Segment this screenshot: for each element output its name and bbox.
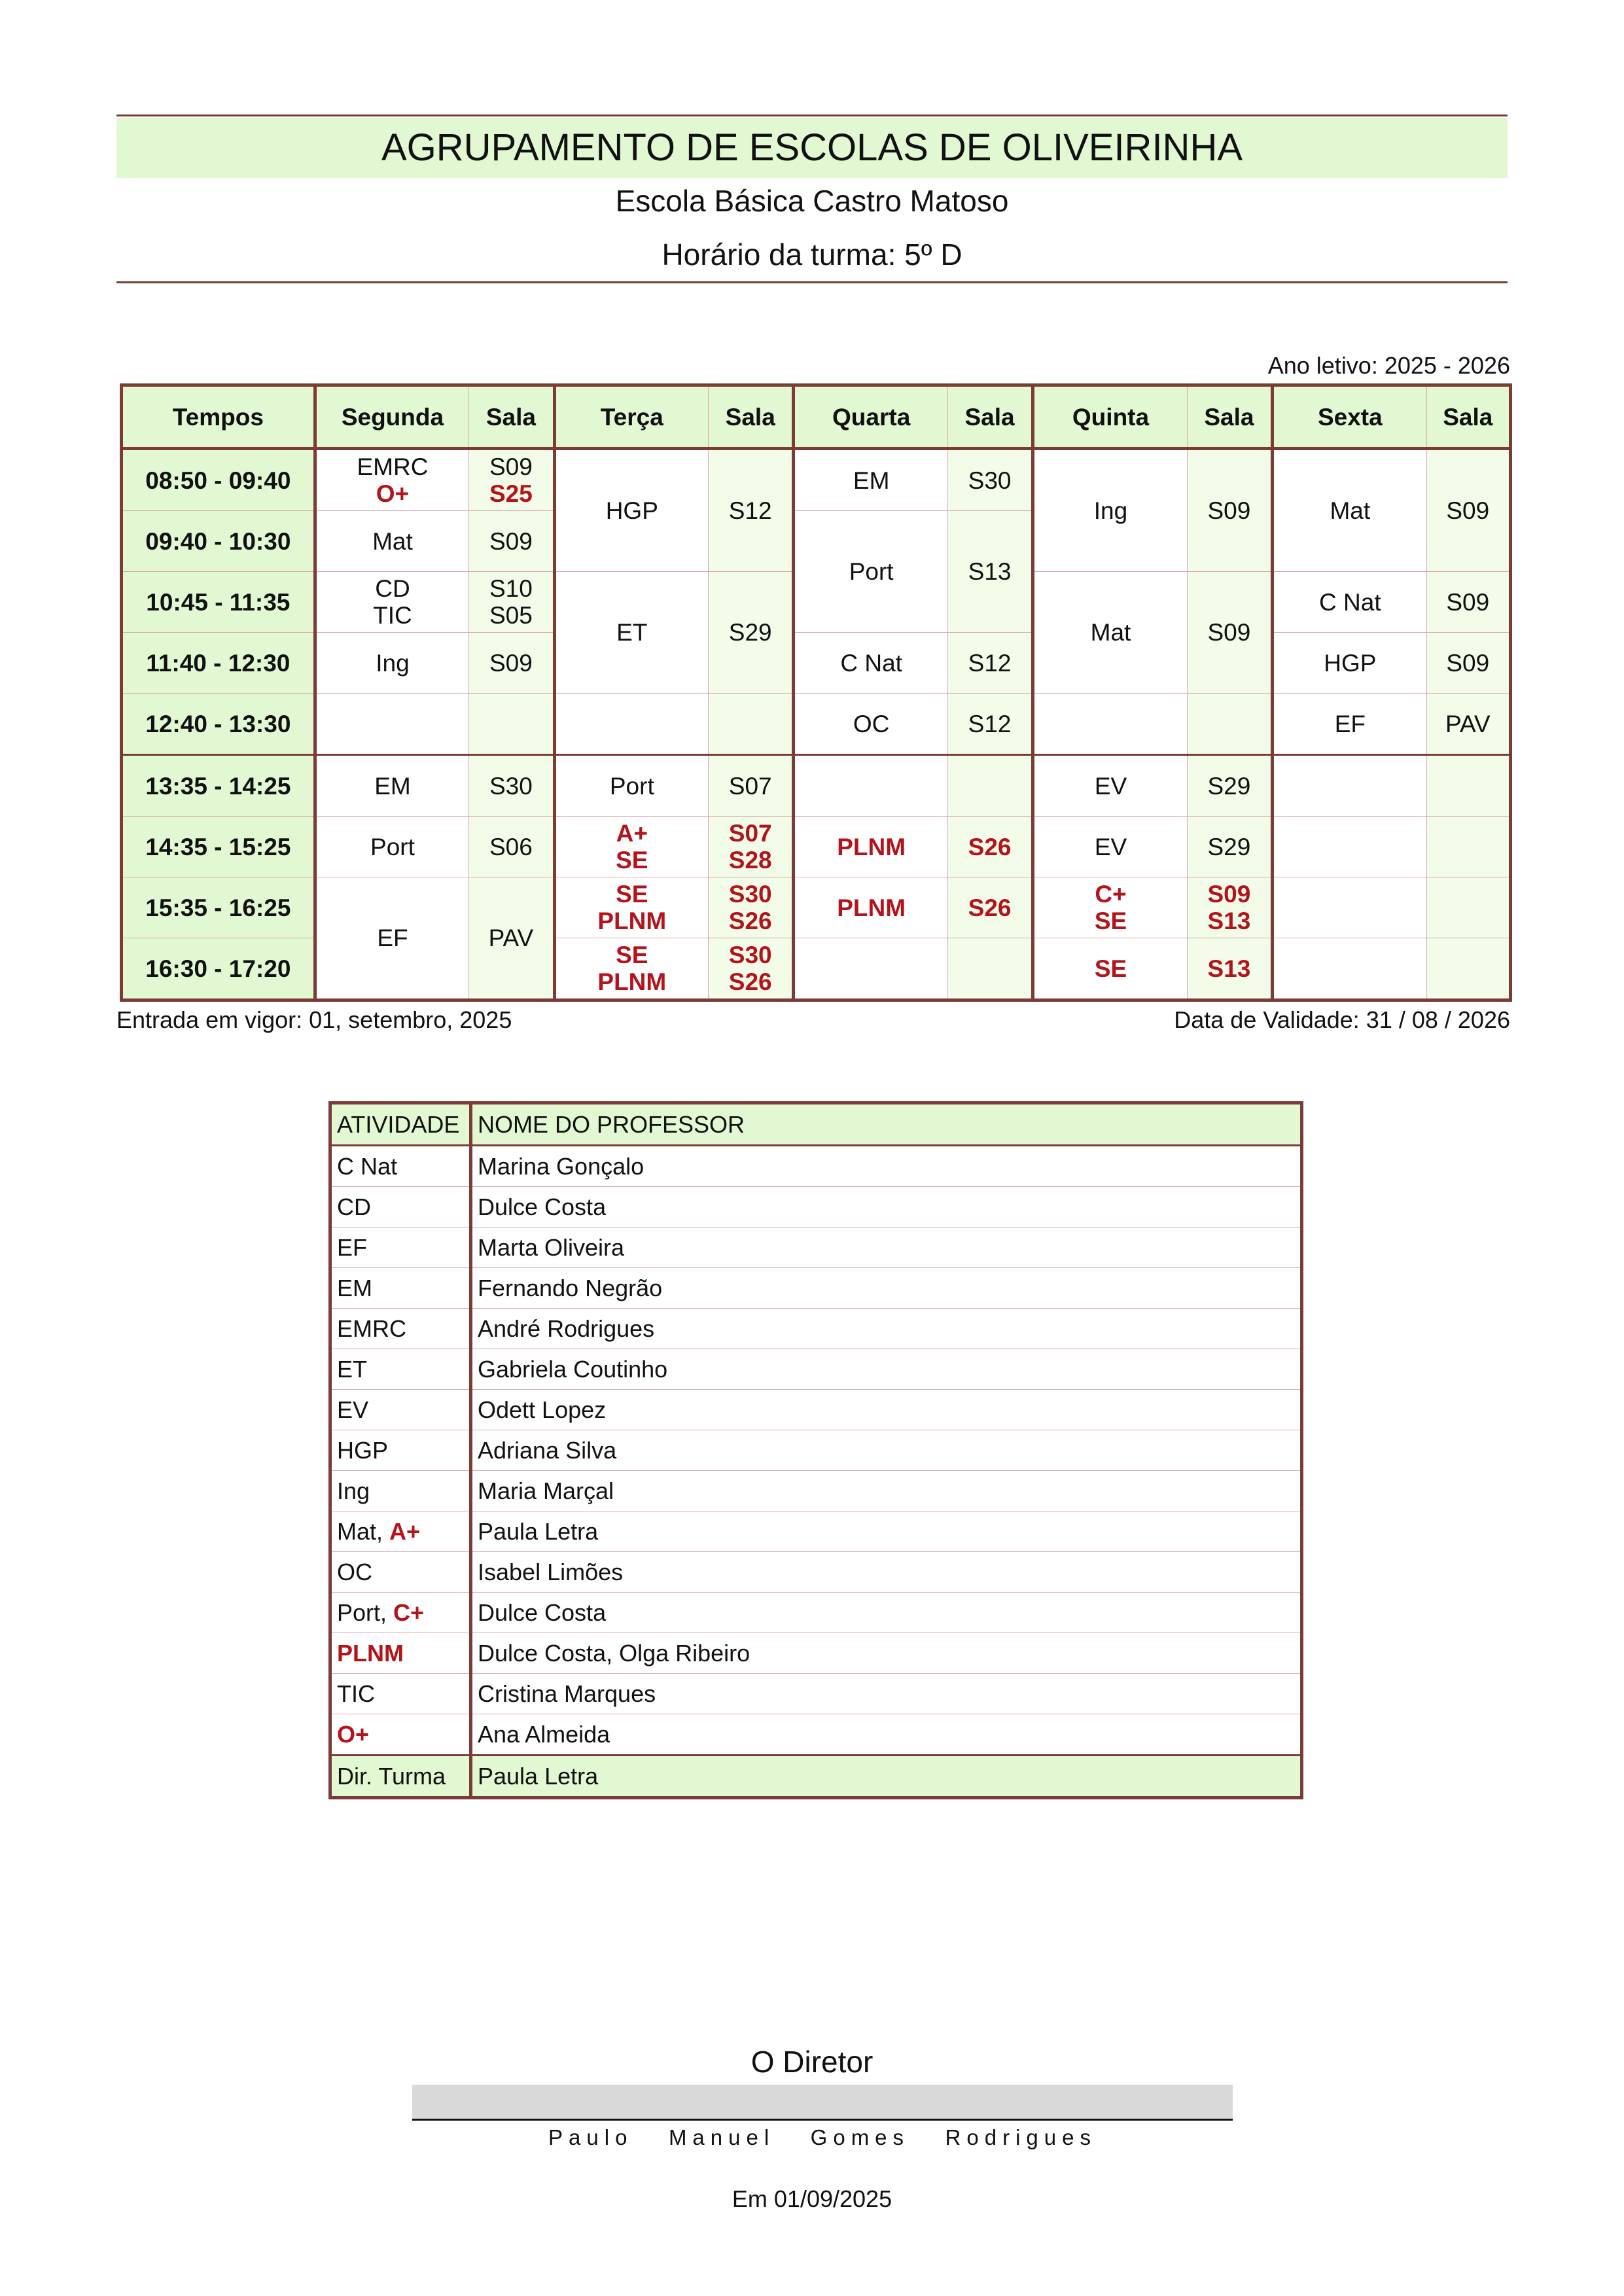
col-header-sala: Sala [709,385,794,449]
activity-cell [330,1146,471,1187]
class-cell: PLNM [794,877,948,938]
room: S10 [489,575,533,602]
class-cell: C Nat [794,633,948,694]
schedule-row [122,877,1511,938]
room: S26 [728,968,772,995]
class-cell [1033,694,1188,755]
activity-cell [330,1187,471,1227]
director-title: O Diretor [750,2045,874,2079]
subject: SE [616,847,648,874]
teacher-name: Adriana Silva [471,1430,1302,1471]
col-header-teacher: NOME DO PROFESSOR [471,1103,1302,1146]
col-header-sala: Sala [947,385,1033,449]
room-cell: S13 [1187,938,1272,1000]
activity-name: Ing [337,1477,370,1504]
signature-line [412,2119,1233,2121]
room-cell: S26 [947,877,1033,938]
teacher-name: Dulce Costa [471,1593,1302,1633]
room-cell [1187,877,1272,938]
room: S07 [728,820,772,847]
class-cell: SE [1033,938,1188,1000]
teacher-row [330,1674,1302,1714]
room-cell: S09 [469,633,554,694]
col-header-sala: Sala [1426,385,1510,449]
teacher-name: Ana Almeida [471,1714,1302,1756]
signature-date: Em 01/09/2025 [732,2185,892,2212]
time-slot: 09:40 - 10:30 [122,511,315,572]
room-cell [947,938,1033,1000]
teacher-name: Dulce Costa, Olga Ribeiro [471,1633,1302,1674]
schedule-row [122,755,1511,817]
teacher-name: Marina Gonçalo [471,1146,1302,1187]
school-year: Ano letivo: 2025 - 2026 [1267,352,1510,379]
class-director-label: Dir. Turma [330,1756,471,1798]
subject: PLNM [597,908,667,934]
teacher-name: Paula Letra [471,1511,1302,1552]
class-cell: Mat [315,511,469,572]
teacher-row [330,1593,1302,1633]
subject: C+ [1095,881,1127,908]
class-cell: Port [794,511,948,633]
class-cell [315,572,469,633]
schedule-row [122,633,1511,694]
room-cell [469,449,554,511]
class-cell [554,817,709,877]
activity-name: CD [337,1193,371,1220]
room-cell [709,694,794,755]
time-slot: 11:40 - 12:30 [122,633,315,694]
room-cell: S09 [1426,449,1510,572]
time-slot: 16:30 - 17:20 [122,938,315,1000]
activity-cell [330,1633,471,1674]
class-cell: EV [1033,817,1188,877]
activity-name: C Nat [337,1152,398,1180]
time-slot: 13:35 - 14:25 [122,755,315,817]
class-cell: Port [315,817,469,877]
activity-cell [330,1471,471,1511]
room-cell [469,694,554,755]
activity-support: A+ [389,1517,421,1545]
class-cell [1273,877,1427,938]
teacher-name: Cristina Marques [471,1674,1302,1714]
teacher-name: Dulce Costa [471,1187,1302,1227]
room-cell: S26 [947,817,1033,877]
activity-name: Port, [337,1598,394,1626]
class-cell: HGP [1273,633,1427,694]
class-cell [554,694,709,755]
activity-cell [330,1674,471,1714]
room: S05 [489,602,533,629]
col-header-sala: Sala [1187,385,1272,449]
activity-support: C+ [393,1598,425,1626]
room-cell: PAV [1426,694,1510,755]
room-cell: S09 [1187,572,1272,694]
class-cell [794,755,948,817]
teachers-header-row [330,1103,1302,1146]
teachers-body [330,1146,1302,1756]
class-cell: EM [315,755,469,817]
activity-name: TIC [337,1680,375,1707]
class-cell: Ing [315,633,469,694]
teacher-row [330,1187,1302,1227]
col-header-quarta: Quarta [794,385,948,449]
activity-support: PLNM [337,1639,404,1667]
room-cell: S09 [1187,449,1272,572]
col-header-segunda: Segunda [315,385,469,449]
header-top-rule [116,115,1508,116]
room-cell: S30 [469,755,554,817]
room-cell: PAV [469,877,554,1000]
activity-name: EMRC [337,1315,406,1342]
room-cell: S09 [469,511,554,572]
schedule-row [122,817,1511,877]
room-cell [709,938,794,1000]
room-cell: S13 [947,511,1033,633]
class-cell: EF [315,877,469,1000]
school-group-title: AGRUPAMENTO DE ESCOLAS DE OLIVEIRINHA [116,118,1508,178]
signature-field [412,2085,1233,2119]
class-cell: EM [794,449,948,511]
activity-cell [330,1430,471,1471]
subject: CD [375,575,410,602]
teacher-name: Marta Oliveira [471,1227,1302,1268]
class-cell [315,694,469,755]
room-support: S25 [489,480,533,507]
room: S13 [1207,908,1251,934]
director-name: Paulo Manuel Gomes Rodrigues [548,2125,1097,2149]
teacher-row [330,1146,1302,1187]
room-cell: S06 [469,817,554,877]
activity-name: ET [337,1355,368,1383]
activity-support: O+ [337,1720,370,1748]
room: S30 [728,881,772,908]
class-cell [794,938,948,1000]
effective-date: Entrada em vigor: 01, setembro, 2025 [116,1006,512,1033]
room-cell: S09 [1426,633,1510,694]
class-cell: EF [1273,694,1427,755]
school-name: Escola Básica Castro Matoso [615,184,1009,218]
subject: PLNM [597,968,667,995]
teacher-row [330,1390,1302,1430]
class-director-row [330,1756,1302,1798]
activity-cell [330,1268,471,1309]
room-cell [709,817,794,877]
class-cell: HGP [554,449,709,572]
schedule-row [122,694,1511,755]
room: S30 [728,942,772,968]
room: S26 [728,908,772,934]
room-cell [1187,694,1272,755]
class-cell [1273,755,1427,817]
teacher-row [330,1430,1302,1471]
subject: SE [616,942,648,968]
schedule-table [120,383,1512,1002]
room-cell: S29 [1187,817,1272,877]
subject: SE [1094,908,1127,934]
room-cell [947,755,1033,817]
room-cell: S29 [1187,755,1272,817]
time-slot: 14:35 - 15:25 [122,817,315,877]
subject: A+ [616,820,648,847]
room-cell: S30 [947,449,1033,511]
class-cell: ET [554,572,709,694]
col-header-activity: ATIVIDADE [330,1103,471,1146]
col-header-sala: Sala [469,385,554,449]
class-cell [1273,938,1427,1000]
class-cell: OC [794,694,948,755]
header-bottom-rule [116,281,1508,283]
teacher-row [330,1309,1302,1349]
teacher-row [330,1552,1302,1593]
time-slot: 10:45 - 11:35 [122,572,315,633]
room: S09 [1207,881,1251,908]
room-cell: S07 [709,755,794,817]
teacher-name: Isabel Limões [471,1552,1302,1593]
activity-name: HGP [337,1436,389,1464]
room-cell: S29 [709,572,794,694]
col-header-tempos: Tempos [122,385,315,449]
teacher-name: Fernando Negrão [471,1268,1302,1309]
teacher-row [330,1349,1302,1390]
teacher-name: Odett Lopez [471,1390,1302,1430]
class-cell [554,877,709,938]
col-header-quinta: Quinta [1033,385,1188,449]
activity-name: EM [337,1274,372,1301]
class-cell: Port [554,755,709,817]
time-slot: 15:35 - 16:25 [122,877,315,938]
teacher-name: André Rodrigues [471,1309,1302,1349]
activity-name: OC [337,1558,372,1585]
class-cell [1273,817,1427,877]
activity-name: EV [337,1396,369,1423]
teacher-row [330,1633,1302,1674]
class-director-name: Paula Letra [471,1756,1302,1798]
room-cell [1426,817,1510,877]
room-cell: S12 [947,633,1033,694]
activity-cell [330,1390,471,1430]
class-cell [554,938,709,1000]
class-schedule-title: Horário da turma: 5º D [662,238,962,272]
room-cell [1426,877,1510,938]
teacher-row [330,1268,1302,1309]
class-cell [1033,877,1188,938]
room-cell [1426,938,1510,1000]
validity-date: Data de Validade: 31 / 08 / 2026 [1174,1006,1510,1033]
activity-cell [330,1349,471,1390]
subject-support: O+ [376,480,410,507]
room-cell: S12 [947,694,1033,755]
teacher-name: Gabriela Coutinho [471,1349,1302,1390]
subject: EMRC [357,453,429,480]
class-cell [315,449,469,511]
schedule-row [122,449,1511,511]
class-cell: C Nat [1273,572,1427,633]
room-cell [709,877,794,938]
activity-cell [330,1552,471,1593]
subject: TIC [373,602,412,629]
teacher-row [330,1714,1302,1756]
teachers-table [328,1101,1303,1799]
activity-cell [330,1714,471,1756]
teacher-row [330,1227,1302,1268]
room-cell [469,572,554,633]
subject: SE [616,881,648,908]
room-cell [1426,755,1510,817]
activity-cell [330,1593,471,1633]
class-cell: Mat [1033,572,1188,694]
activity-cell [330,1309,471,1349]
activity-name: EF [337,1233,368,1261]
room-cell: S09 [1426,572,1510,633]
room-cell: S12 [709,449,794,572]
room: S28 [728,847,772,874]
activity-cell [330,1511,471,1552]
class-cell: EV [1033,755,1188,817]
teacher-row [330,1511,1302,1552]
activity-name: Mat, [337,1517,390,1545]
col-header-terca: Terça [554,385,709,449]
class-cell: Mat [1273,449,1427,572]
room: S09 [489,453,533,480]
time-slot: 08:50 - 09:40 [122,449,315,511]
time-slot: 12:40 - 13:30 [122,694,315,755]
teacher-name: Maria Marçal [471,1471,1302,1511]
teacher-row [330,1471,1302,1511]
activity-cell [330,1227,471,1268]
class-cell: PLNM [794,817,948,877]
col-header-sexta: Sexta [1273,385,1427,449]
class-cell: Ing [1033,449,1188,572]
schedule-header-row [122,385,1511,449]
